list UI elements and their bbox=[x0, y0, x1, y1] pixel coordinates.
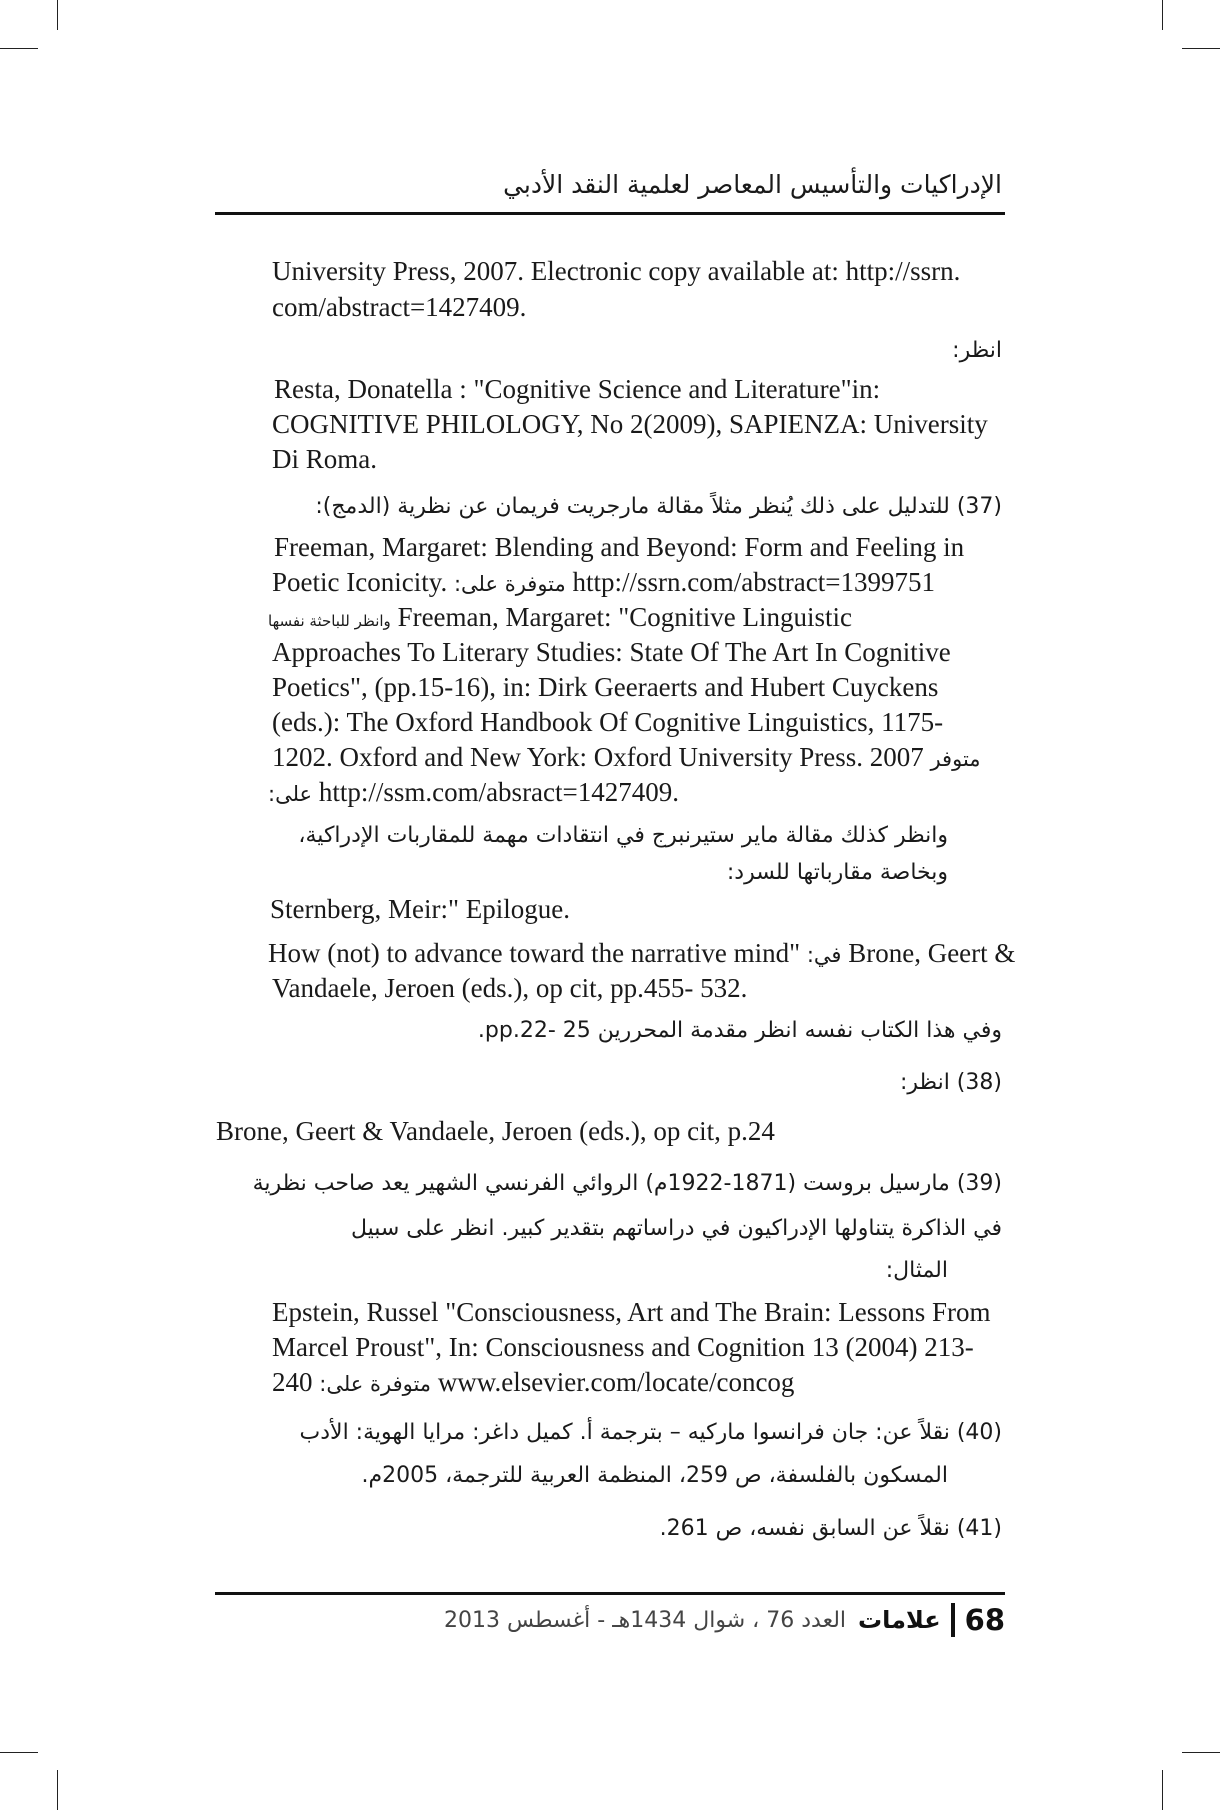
text-line bbox=[272, 565, 935, 602]
text-line: Resta, Donatella : "Cognitive Science and Literature"in: bbox=[274, 374, 881, 404]
link-text: www.elsevier.com/locate/concog bbox=[437, 1367, 795, 1397]
text-line: وانظر كذلك مقالة ماير ستيرنبرج في انتقادات مهمة للمقاربات الإدراكية، bbox=[298, 823, 948, 848]
text-segment: متوفر bbox=[930, 747, 981, 771]
crop-mark bbox=[1182, 1752, 1220, 1753]
running-header: الإدراكيات والتأسيس المعاصر لعلمية النقد الأدبي bbox=[503, 170, 1002, 199]
text-segment: 1202. Oxford and New York: Oxford University Press. 2007 bbox=[272, 742, 924, 772]
issue-info: العدد 76 ، شوال 1434هـ - أغسطس 2013 bbox=[443, 1607, 847, 1633]
header-rule bbox=[215, 212, 1005, 215]
text-line: Di Roma. bbox=[272, 444, 377, 474]
text-line: com/abstract=1427409. bbox=[272, 292, 527, 322]
text-line: (eds.): The Oxford Handbook Of Cognitive Linguistics, 1175- bbox=[272, 707, 944, 737]
text-line: المسكون بالفلسفة، ص 259، المنظمة العربية للترجمة، 2005م. bbox=[361, 1463, 948, 1488]
crop-mark bbox=[1162, 1770, 1163, 1810]
text-segment: متوفرة على: bbox=[453, 572, 566, 596]
footer-divider bbox=[951, 1603, 955, 1637]
text-line: وبخاصة مقارباتها للسرد: bbox=[726, 860, 948, 885]
text-line bbox=[268, 775, 679, 812]
text-line: Vandaele, Jeroen (eds.), op cit, pp.455- 532. bbox=[272, 973, 748, 1003]
text-segment: Brone, Geert & bbox=[848, 938, 1016, 968]
text-line: Poetics", (pp.15-16), in: Dirk Geeraerts and Hubert Cuyckens bbox=[272, 672, 939, 702]
page-footer bbox=[444, 1603, 1005, 1637]
link-text: http://ssrn.com/abstract=1399751 bbox=[572, 567, 935, 597]
footnote-38: (38) انظر: bbox=[899, 1070, 1002, 1095]
text-line: Brone, Geert & Vandaele, Jeroen (eds.), op cit, p.24 bbox=[216, 1116, 775, 1146]
footnote-39: (39) مارسيل بروست (1871-1922م) الروائي الفرنسي الشهير يعد صاحب نظرية bbox=[252, 1171, 1002, 1196]
text-line: المثال: bbox=[885, 1258, 948, 1283]
crop-mark bbox=[57, 1770, 58, 1810]
text-line bbox=[268, 936, 1015, 973]
text-line: Freeman, Margaret: Blending and Beyond: Form and Feeling in bbox=[274, 532, 965, 562]
text-segment: في: bbox=[806, 943, 842, 967]
text-line: COGNITIVE PHILOLOGY, No 2(2009), SAPIENZA: University bbox=[272, 409, 988, 439]
text-segment: How (not) to advance toward the narrative mind" bbox=[268, 938, 801, 968]
text-segment: وانظر للباحثة نفسها bbox=[268, 612, 391, 630]
link-text: http://ssm.com/absract=1427409. bbox=[318, 777, 680, 807]
text-line bbox=[268, 600, 852, 639]
crop-mark bbox=[0, 1752, 38, 1753]
text-segment: على: bbox=[268, 782, 313, 806]
crop-mark bbox=[1182, 48, 1220, 49]
text-line bbox=[272, 740, 981, 777]
crop-mark bbox=[0, 48, 38, 49]
crop-mark bbox=[1162, 0, 1163, 30]
footer-rule bbox=[215, 1592, 1005, 1595]
footnote-41: (41) نقلاً عن السابق نفسه، ص 261. bbox=[659, 1516, 1002, 1541]
text-line: انظر: bbox=[952, 338, 1002, 363]
text-segment: Poetic Iconicity. bbox=[272, 567, 448, 597]
text-line: وفي هذا الكتاب نفسه انظر مقدمة المحررين 25 -pp.22. bbox=[477, 1018, 1002, 1043]
text-segment: 240 bbox=[272, 1367, 313, 1397]
journal-logo: علامات bbox=[858, 1606, 941, 1634]
text-line: Approaches To Literary Studies: State Of The Art In Cognitive bbox=[272, 637, 951, 667]
footnote-40: (40) نقلاً عن: جان فرانسوا ماركيه – بترجمة أ. كميل داغر: مرايا الهوية: الأدب bbox=[299, 1420, 1002, 1445]
page-number: 68 bbox=[964, 1603, 1005, 1637]
text-segment: متوفرة على: bbox=[319, 1372, 432, 1396]
text-line: Marcel Proust", In: Consciousness and Cognition 13 (2004) 213- bbox=[272, 1332, 974, 1362]
text-line: Epstein, Russel "Consciousness, Art and The Brain: Lessons From bbox=[272, 1297, 991, 1327]
text-segment: Freeman, Margaret: "Cognitive Linguistic bbox=[397, 602, 852, 632]
text-line: University Press, 2007. Electronic copy available at: http://ssrn. bbox=[272, 256, 961, 286]
text-line: Sternberg, Meir:" Epilogue. bbox=[270, 894, 570, 924]
text-line bbox=[272, 1365, 794, 1402]
footnote-37: (37) للتدليل على ذلك يُنظر مثلاً مقالة مارجريت فريمان عن نظرية (الدمج): bbox=[315, 494, 1002, 519]
crop-mark bbox=[57, 0, 58, 30]
text-line: في الذاكرة يتناولها الإدراكيون في دراساتهم بتقدير كبير. انظر على سبيل bbox=[350, 1216, 1002, 1241]
